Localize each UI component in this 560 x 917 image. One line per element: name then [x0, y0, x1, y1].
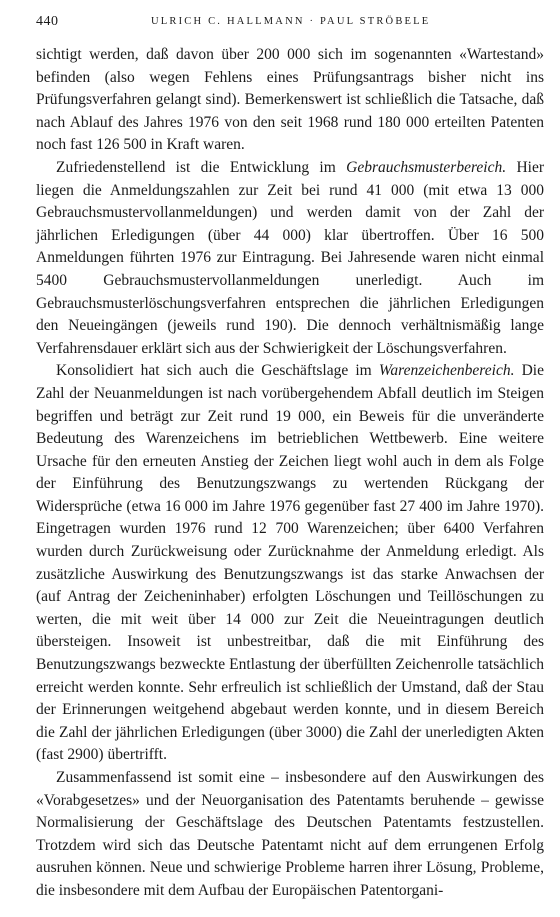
running-head-authors: ULRICH C. HALLMANN · PAUL STRÖBELE	[151, 16, 431, 27]
term-gebrauchsmusterbereich: Gebrauchsmusterbereich.	[346, 158, 507, 176]
page-number: 440	[36, 14, 59, 29]
running-head	[36, 14, 541, 34]
paragraph-4	[36, 767, 544, 903]
paragraph-3-text-start: Konsolidiert hat sich auch die Geschäftslage im	[56, 362, 379, 380]
body-text	[36, 44, 544, 903]
paragraph-2	[36, 157, 544, 360]
paragraph-2-text-rest: Hier liegen die Anmeldungszahlen zur Zeit bei rund 41 000 (mit etwa 13 000 Gebrauchsmustervollanmeldungen) und werden damit von der Zahl der jährlichen Erledigungen (über 44 000) klar übertroffen. Über 16 500 Anmeldungen führten 1976 zur Eintragung. Bei Jahresende waren nicht einmal 5400 Gebrauchsmustervollanmeldungen unerledigt. Auch im Gebrauchsmusterlöschungsverfahren entsprechen die jährlichen Erledigungen den Neueingängen (jeweils rund 190). Die dennoch verhältnismäßig lange Verfahrensdauer erklärt sich aus der Schwierigkeit der Löschungsverfahren.	[36, 158, 544, 357]
paragraph-1	[36, 44, 544, 157]
paragraph-3-text-rest: Die Zahl der Neuanmeldungen ist nach vorübergehendem Abfall deutlich im Steigen begriffen und beträgt zur Zeit rund 19 000, ein Beweis für die unveränderte Bedeutung des Warenzeichens im betrieblichen Wettbewerb. Eine weitere Ursache für den erneuten Anstieg der Zeichen liegt wohl auch in dem als Folge der Einführung des Benutzungszwangs zu wertenden Rückgang der Widersprüche (etwa 16 000 im Jahre 1976 gegenüber fast 27 400 im Jahre 1970). Eingetragen wurden 1976 rund 12 700 Warenzeichen; über 6400 Verfahren wurden durch Zurückweisung oder Zurücknahme der Anmeldung erledigt. Als zusätzliche Auswirkung des Benutzungszwangs ist das starke Anwachsen der (auf Antrag der Zeicheninhaber) erfolgten Löschungen und Teillöschungen zu werten, die mit weit über 14 000 zur Zeit die Neueintragungen deutlich übersteigen. Insoweit ist unbestreitbar, daß die mit Einführung des Benutzungszwangs bezweckte Entlastung der überfüllten Zeichenrolle tatsächlich erreicht werden konnte. Sehr erfreulich ist schließlich der Umstand, daß der Stau der Erinnerungen weitgehend abgebaut werden konnte, und in diesem Bereich die Zahl der jährlichen Erledigungen (über 3000) die Zahl der unerledigten Akten (fast 2900) übertrifft.	[36, 362, 544, 764]
paragraph-2-text-start: Zufriedenstellend ist die Entwicklung im	[56, 158, 347, 176]
term-warenzeichenbereich: Warenzeichenbereich.	[378, 362, 515, 380]
paragraph-1-text: sichtigt werden, daß davon über 200 000 sich im sogenannten «Wartestand» befinden (also wegen Fehlens eines Prüfungsantrags bisher nicht ins Prüfungsverfahren gelangt sind). Bemerkenswert ist schließlich die Tatsache, daß nach Ablauf des Jahres 1976 von den seit 1968 rund 180 000 erteilten Patenten noch fast 126 500 in Kraft waren.	[36, 46, 544, 154]
paragraph-3	[36, 360, 544, 767]
paragraph-4-text: Zusammenfassend ist somit eine – insbesondere auf den Auswirkungen des «Vorabgesetzes» und der Neuorganisation des Patentamts beruhende – gewisse Normalisierung der Geschäftslage des Deutschen Patentamts festzustellen. Trotzdem wird sich das Deutsche Patentamt nicht auf dem errungenen Erfolg ausruhen können. Neue und schwierige Probleme harren ihrer Lösung, Probleme, die insbesondere mit dem Aufbau der Europäischen Patentorgani-	[36, 769, 544, 899]
